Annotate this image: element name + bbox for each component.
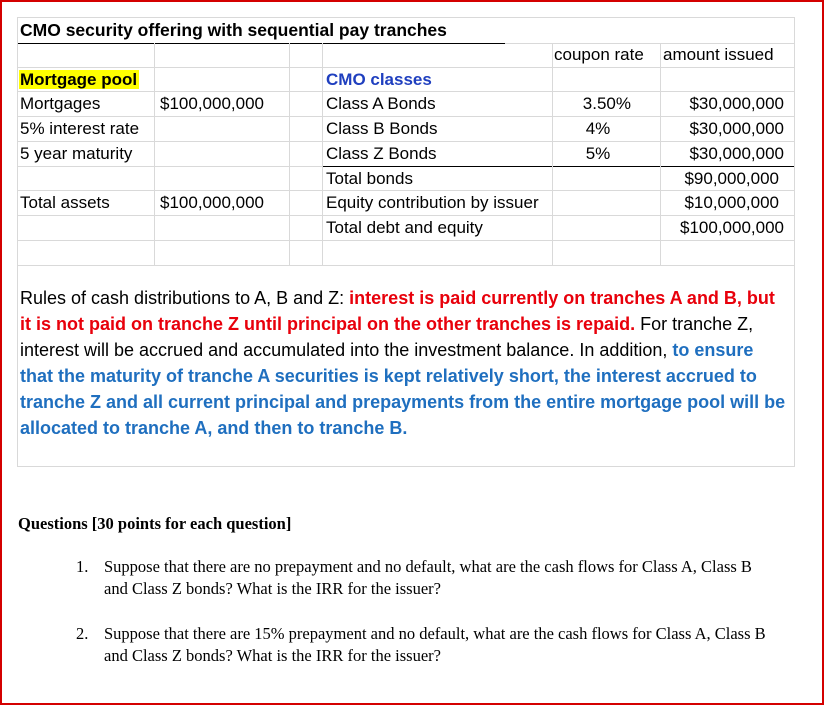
rules-red-text: interest is paid currently on tranches A and B, but it is not paid on tranche Z until principal on the other tranches is repaid. (20, 288, 775, 334)
page-title: CMO security offering with sequential pay tranches (20, 20, 447, 40)
total-assets-value: $100,000,000 (160, 193, 264, 212)
equity-value: $10,000,000 (684, 193, 779, 212)
class-z-name: Class Z Bonds (326, 144, 437, 163)
class-z-rate: 5% (585, 144, 611, 163)
class-a-name: Class A Bonds (326, 94, 436, 113)
mortgages-value: $100,000,000 (160, 94, 264, 113)
coupon-rate-header: coupon rate (554, 45, 644, 64)
class-z-amount: $30,000,000 (689, 144, 784, 163)
mortgages-label: Mortgages (20, 94, 101, 113)
question-1-text: Suppose that there are no prepayment and no default, what are the cash flows for Class A, Class B and Class Z bonds? What is the IRR for the issuer? (104, 557, 752, 598)
question-2-number: 2. (76, 624, 89, 643)
class-a-rate: 3.50% (582, 94, 631, 113)
equity-label: Equity contribution by issuer (326, 193, 539, 212)
question-2-text: Suppose that there are 15% prepayment and no default, what are the cash flows for Class A, Class B and Class Z bonds? What is the IRR for the issuer? (104, 624, 766, 665)
total-bonds-label: Total bonds (326, 169, 413, 188)
mortgage-pool-heading: Mortgage pool (20, 70, 138, 89)
total-assets-label: Total assets (20, 193, 110, 212)
cmo-classes-heading: CMO classes (326, 70, 432, 89)
class-a-amount: $30,000,000 (689, 94, 784, 113)
amount-issued-header: amount issued (663, 45, 774, 64)
rules-blue-text: to ensure that the maturity of tranche A securities is kept relatively short, the interest accrued to tranche Z and all current principal and prepayments from the entire mortgage pool will be allocated to tranche A, and then to tranche B. (20, 340, 786, 438)
class-b-rate: 4% (585, 119, 611, 138)
rules-intro: Rules of cash distributions to A, B and Z: (20, 288, 350, 308)
question-1-number: 1. (76, 557, 89, 576)
interest-rate-text: 5% interest rate (20, 119, 140, 138)
total-debt-equity-label: Total debt and equity (326, 218, 483, 237)
questions-title: Questions [30 points for each question] (18, 514, 292, 533)
total-debt-equity-value: $100,000,000 (680, 218, 784, 237)
question-1 (76, 556, 776, 600)
class-b-name: Class B Bonds (326, 119, 438, 138)
rules-paragraph (20, 285, 790, 441)
question-2 (76, 623, 776, 667)
class-b-amount: $30,000,000 (689, 119, 784, 138)
maturity-text: 5 year maturity (20, 144, 133, 163)
total-bonds-value: $90,000,000 (684, 169, 779, 188)
rules-middle: For tranche Z, interest will be accrued and accumulated into the investment balance. In addition, (20, 314, 754, 360)
